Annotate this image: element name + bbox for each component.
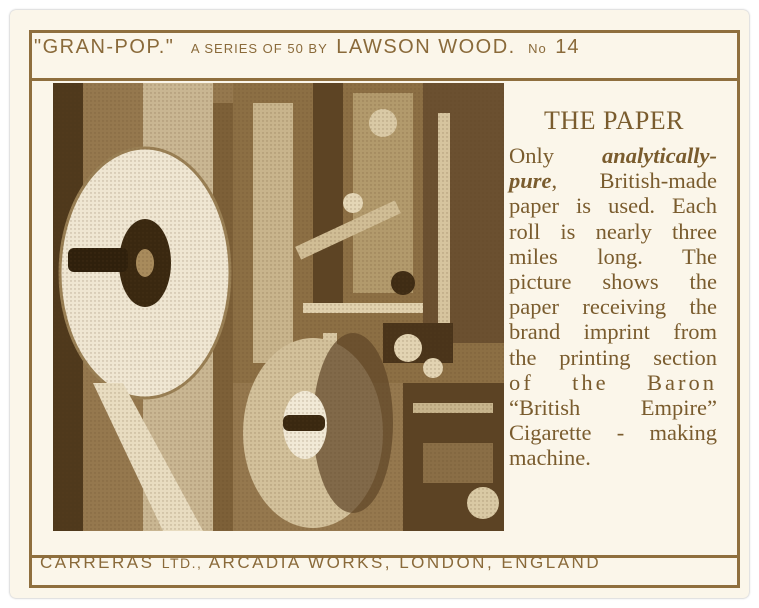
machine-illustration xyxy=(53,83,504,531)
card-number: 14 xyxy=(555,36,580,58)
description-line xyxy=(509,143,717,168)
series-name: "GRAN-POP." xyxy=(34,36,175,58)
card-description xyxy=(509,143,717,471)
company-name: CARRERAS xyxy=(40,553,155,572)
description-line: paper is used. Each xyxy=(509,193,717,219)
description-line: Cigarette - making xyxy=(509,420,717,446)
company-suffix: LTD., xyxy=(161,555,203,571)
card-footer xyxy=(40,553,720,573)
emphasis-run: analytically- xyxy=(602,143,717,168)
header-divider xyxy=(29,78,740,81)
card-header xyxy=(34,36,724,59)
description-line: machine. xyxy=(509,445,591,471)
description-line: of the Baron xyxy=(509,369,717,395)
machine-photograph xyxy=(53,83,504,531)
description-line: the printing section xyxy=(509,344,717,370)
card-number-label: No xyxy=(528,41,547,56)
artist-name: LAWSON WOOD. xyxy=(336,36,516,58)
series-info: A SERIES OF 50 BY xyxy=(190,41,328,56)
card-title: THE PAPER xyxy=(543,106,685,135)
description-line: “British Empire” xyxy=(509,395,717,421)
text-run: Only xyxy=(509,143,603,168)
description-line: roll is nearly three xyxy=(509,218,717,244)
description-line: brand imprint from xyxy=(509,319,717,345)
description-line xyxy=(509,168,717,193)
emphasis-run: pure xyxy=(509,168,552,194)
description-line: miles long. The xyxy=(509,243,717,269)
description-line: picture shows the xyxy=(509,269,717,295)
company-address: ARCADIA WORKS, LONDON, ENGLAND xyxy=(208,553,602,572)
description-line: paper receiving the xyxy=(509,294,717,320)
text-run: , British-made xyxy=(551,168,717,194)
